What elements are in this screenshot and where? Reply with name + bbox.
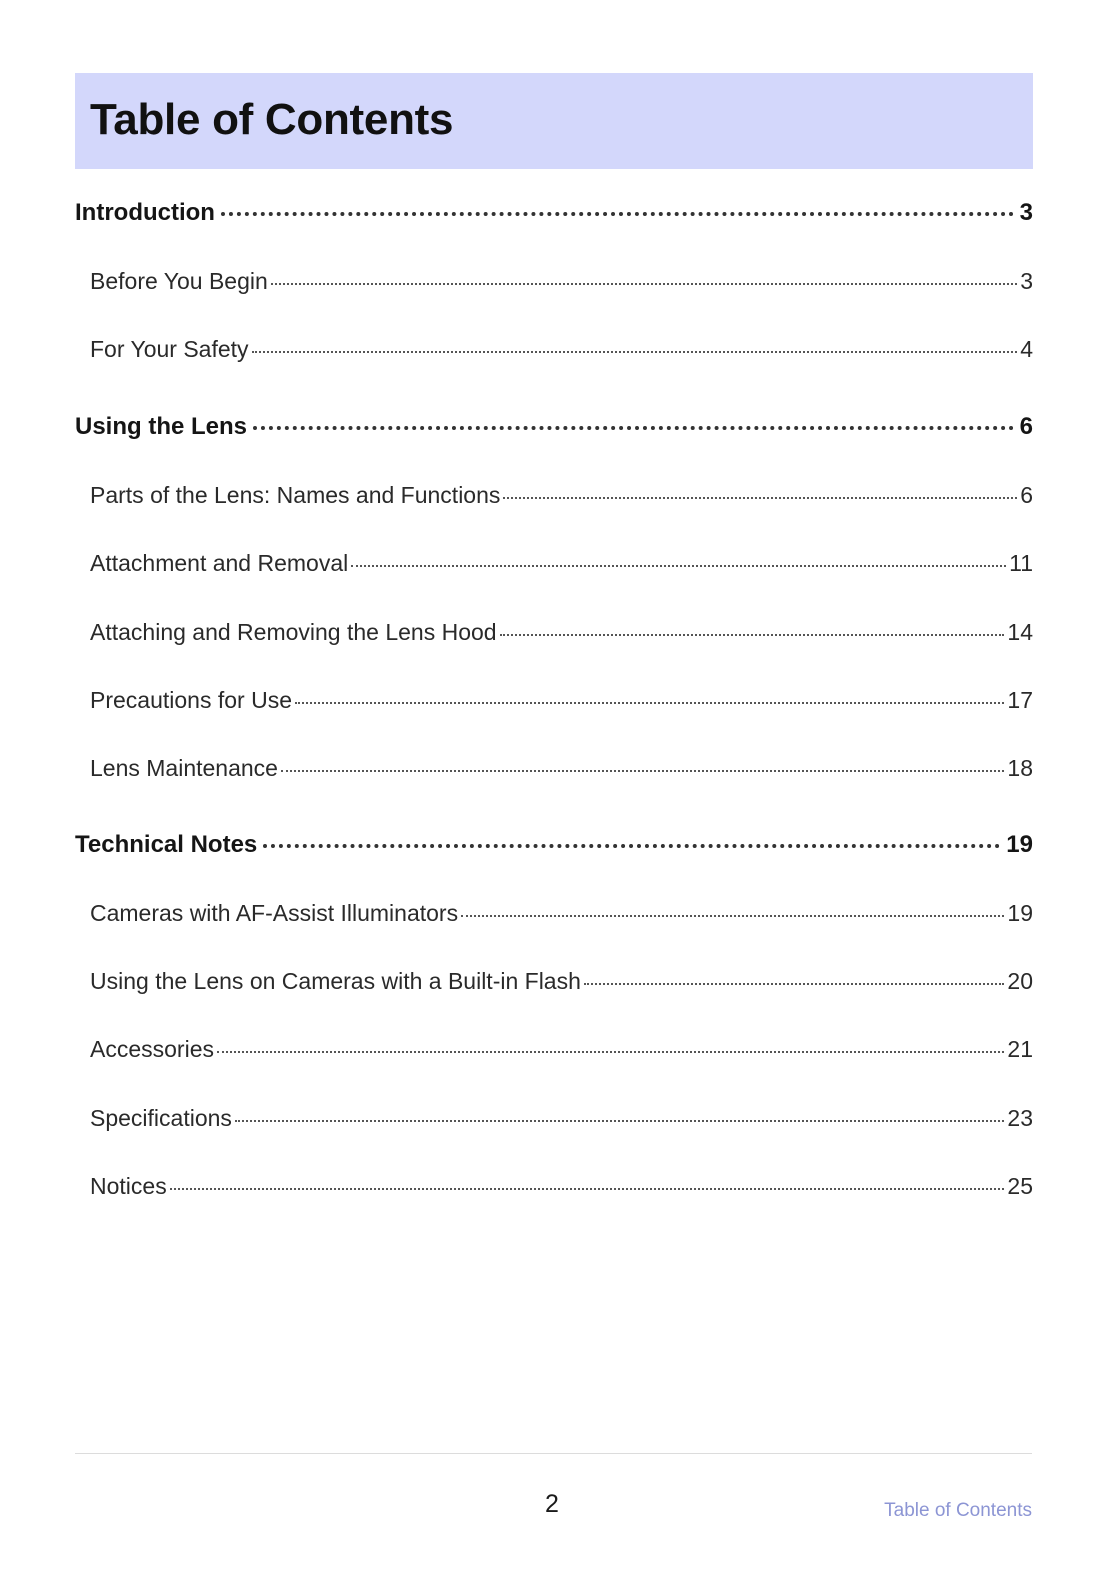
toc-entry-page: 6 [1019,413,1033,440]
dot-leader [170,1188,1005,1190]
toc-entry-page: 23 [1007,1105,1033,1131]
toc-entry-technical-notes[interactable] [75,828,1033,862]
dot-leader [217,1051,1004,1053]
toc-entry-title: Accessories [90,1036,214,1062]
toc-entry-title: Technical Notes [75,831,258,858]
toc-entry-before-you-begin[interactable] [90,264,1033,298]
toc-entry-accessories[interactable] [90,1032,1033,1066]
toc-entry-title: Before You Begin [90,268,268,294]
toc-entry-page: 3 [1020,268,1033,294]
table-of-contents [75,0,1033,1588]
footer-toc-link[interactable]: Table of Contents [884,1500,1032,1521]
toc-entry-using-the-lens[interactable] [75,410,1033,444]
toc-entry-title: For Your Safety [90,336,249,362]
toc-entry-page: 18 [1007,755,1033,781]
toc-entry-title: Parts of the Lens: Names and Functions [90,482,501,508]
dot-leader [295,702,1004,704]
toc-entry-introduction[interactable] [75,196,1033,230]
toc-entry-title: Specifications [90,1105,232,1131]
toc-entry-page: 4 [1020,336,1033,362]
toc-entry-lens-maintenance[interactable] [90,751,1033,785]
toc-entry-notices[interactable] [90,1169,1033,1203]
dot-leader [461,915,1004,917]
toc-entry-page: 11 [1009,550,1033,576]
dot-leader [584,983,1005,985]
toc-entry-title: Using the Lens [75,413,248,440]
toc-entry-lens-hood[interactable] [90,615,1033,649]
toc-entry-title: Precautions for Use [90,687,292,713]
toc-entry-title: Cameras with AF-Assist Illuminators [90,900,459,926]
toc-entry-title: Using the Lens on Cameras with a Built-in Flash [90,968,581,994]
toc-entry-page: 3 [1019,199,1033,226]
toc-entry-title: Attaching and Removing the Lens Hood [90,619,497,645]
toc-entry-specifications[interactable] [90,1101,1033,1135]
dot-leader [221,212,1014,216]
footer-divider [75,1453,1032,1454]
dot-leader [500,634,1005,636]
dot-leader [235,1120,1004,1122]
toc-entry-page: 25 [1007,1173,1033,1199]
dot-leader [271,283,1017,285]
toc-entry-page: 14 [1007,619,1033,645]
toc-entry-page: 21 [1007,1036,1033,1062]
page-title: Table of Contents [90,95,454,144]
toc-entry-page: 6 [1020,482,1033,508]
toc-entry-page: 19 [1007,900,1033,926]
dot-leader [503,497,1017,499]
toc-entry-for-your-safety[interactable] [90,332,1033,366]
toc-entry-attachment-and-removal[interactable] [90,546,1033,580]
dot-leader [281,770,1004,772]
toc-entry-title: Notices [90,1173,167,1199]
toc-entry-title: Lens Maintenance [90,755,278,781]
toc-entry-title: Attachment and Removal [90,550,349,576]
dot-leader [263,844,1000,848]
page-number: 2 [545,1490,559,1518]
dot-leader [252,351,1018,353]
toc-entry-built-in-flash[interactable] [90,964,1033,998]
toc-entry-parts-of-the-lens[interactable] [90,478,1033,512]
toc-entry-page: 20 [1007,968,1033,994]
toc-entry-page: 17 [1007,687,1033,713]
dot-leader [351,565,1006,567]
dot-leader [253,426,1014,430]
toc-entry-title: Introduction [75,199,215,226]
toc-entry-page: 19 [1006,831,1033,858]
toc-entry-precautions-for-use[interactable] [90,683,1033,717]
toc-entry-af-assist-illuminators[interactable] [90,896,1033,930]
